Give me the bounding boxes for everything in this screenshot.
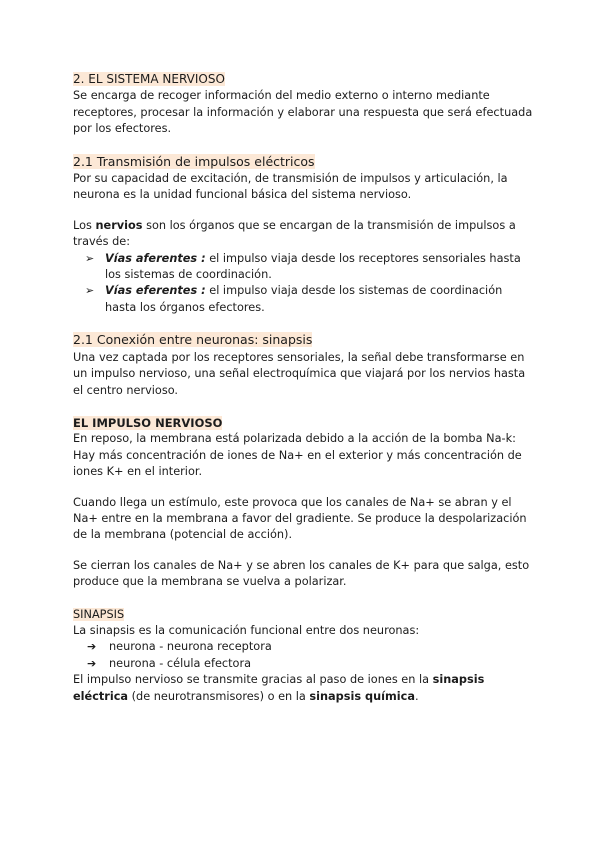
- paragraph-conexion: Una vez captada por los receptores sensoriales, la señal debe transformarse en un impulso nervioso, una señal electroquímica que viajará por los nervios hasta el centro nervioso.: [73, 350, 526, 397]
- document-content: [73, 71, 533, 705]
- section-title-sinapsis: SINAPSIS: [73, 607, 125, 621]
- paragraph-estimulo: Cuando llega un estímulo, este provoca que los canales de Na+ se abran y el Na+ entre en la membrana a favor del gradiente. Se produce la despolarización de la membrana (potencial de acción).: [73, 495, 527, 542]
- paragraph-sinapsis: La sinapsis es la comunicación funcional entre dos neuronas:: [73, 623, 420, 637]
- paragraph-cierre-canales: Se cierran los canales de Na+ y se abren los canales de K+ para que salga, esto produce que la membrana se vuelva a polarizar.: [73, 558, 530, 589]
- section-title-impulso: EL IMPULSO NERVIOSO: [73, 415, 223, 430]
- paragraph-sistema-nervioso: Se encarga de recoger información del medio externo o interno mediante receptores, procesar la información y elaborar una respuesta que será efectuada por los efectores.: [73, 89, 533, 136]
- paragraph-nervios: Los nervios son los órganos que se encargan de la transmisión de impulsos a través de:: [73, 218, 516, 249]
- arrowhead-bullet-icon: ➢: [85, 284, 95, 298]
- section-title-transmision: 2.1 Transmisión de impulsos eléctricos: [73, 153, 315, 169]
- list-item-neurona-receptora: ➔ neurona - neurona receptora: [73, 639, 533, 655]
- paragraph-reposo: En reposo, la membrana está polarizada debido a la acción de la bomba Na-k:: [73, 432, 516, 446]
- list-item-vias-eferentes: ➢ Vías eferentes : el impulso viaja desde los sistemas de coordinación hasta los órganos efectores.: [85, 284, 503, 314]
- vias-list: [73, 251, 533, 317]
- arrowhead-bullet-icon: ➢: [85, 251, 95, 265]
- sinapsis-list: [73, 639, 533, 672]
- arrow-right-icon: ➔: [87, 640, 97, 654]
- list-item-celula-efectora: ➔ neurona - célula efectora: [73, 656, 533, 672]
- arrow-right-icon: ➔: [87, 656, 97, 670]
- paragraph-concentracion: Hay más concentración de iones de Na+ en el exterior y más concentración de iones K+ en el interior.: [73, 448, 522, 479]
- paragraph-transmision: Por su capacidad de excitación, de transmisión de impulsos y articulación, la neurona es la unidad funcional básica del sistema nervioso.: [73, 172, 508, 202]
- list-item-vias-aferentes: ➢ Vías aferentes : el impulso viaja desde los receptores sensoriales hasta los sistemas de coordinación.: [85, 251, 521, 282]
- paragraph-transmision-sinapsis: El impulso nervioso se transmite gracias al paso de iones en la sinapsis eléctrica (de neurotransmisores) o en la sinapsis química.: [73, 673, 485, 703]
- section-title-conexion: 2.1 Conexión entre neuronas: sinapsis: [73, 332, 313, 348]
- section-title-sistema-nervioso: 2. EL SISTEMA NERVIOSO: [73, 72, 225, 86]
